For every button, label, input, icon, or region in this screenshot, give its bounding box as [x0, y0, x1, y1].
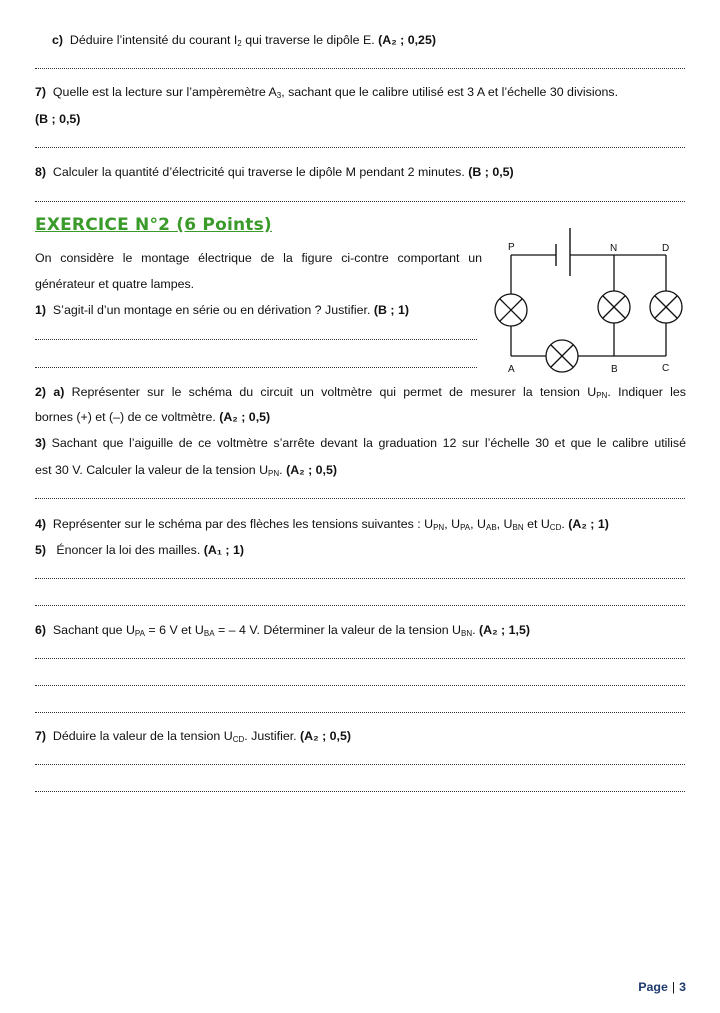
footer-separator: | [671, 980, 676, 994]
question-7-mark: (B ; 0,5) [35, 112, 81, 126]
answer-line [35, 712, 685, 713]
exercise-title: EXERCICE N°2 (6 Points) [35, 215, 272, 235]
question-5: 5) Énoncer la loi des mailles. (A₁ ; 1) [35, 543, 244, 557]
lamp-4-icon [650, 291, 682, 323]
question-3-line2: est 30 V. Calculer la valeur de la tension $U_{PN}$. (A₂ ; 0,5) [35, 463, 338, 478]
intro-line-2: générateur et quatre lampes. [35, 277, 195, 291]
question-8-part1: 8) Calculer la quantité d’électricité qui traverse le dipôle M pendant 2 minutes. (B ; 0,5) [35, 165, 514, 179]
answer-line [35, 685, 685, 686]
answer-line [35, 367, 477, 368]
intro-line-1: On considère le montage électrique de la figure ci-contre comportant un [35, 251, 482, 265]
node-label-a: A [508, 364, 515, 375]
question-2a-line2: bornes (+) et (–) de ce voltmètre. (A₂ ; 0,5) [35, 410, 271, 424]
question-7b: 7) Déduire la valeur de la tension $U_{CD}$. Justifier. (A₂ ; 0,5) [35, 729, 351, 744]
node-label-c: C [662, 363, 670, 374]
question-4: 4) Représenter sur le schéma par des flèches les tensions suivantes : $U_{PN}$, $U_{PA}$, $U_{AB}$, $U_{BN}$ et $U_{CD}$. (A₂ ; 1) [35, 517, 609, 532]
lamp-3-icon [598, 291, 630, 323]
answer-line [35, 68, 685, 69]
answer-line [35, 605, 685, 606]
page-footer [638, 980, 686, 994]
page-number: 3 [679, 980, 686, 994]
question-2a-line1: 2) a) Représenter sur le schéma du circuit un voltmètre qui permet de mesurer la tension $U_{PN}$. Indiquer les [35, 385, 686, 400]
answer-line [35, 578, 685, 579]
node-label-d: D [662, 243, 670, 254]
lamp-1-icon [495, 294, 527, 326]
node-label-n: N [610, 243, 618, 254]
answer-line [35, 339, 477, 340]
answer-line [35, 764, 685, 765]
answer-line [35, 201, 685, 202]
node-label-p: P [508, 242, 515, 253]
question-c: c) Déduire l’intensité du courant $I_2$ qui traverse le dipôle E. (A₂ ; 0,25) [52, 33, 436, 48]
circuit-diagram [490, 228, 690, 376]
answer-line [35, 498, 685, 499]
question-3-line1: 3) Sachant que l’aiguille de ce voltmètre s’arrête devant la graduation 12 sur l’échelle 30 et que le calibre utilisé [35, 436, 686, 450]
question-1: 1) S’agit-il d’un montage en série ou en dérivation ? Justifier. (B ; 1) [35, 303, 409, 317]
node-label-b: B [611, 364, 618, 375]
lamp-2-icon [546, 340, 578, 372]
question-7-part1: 7) Quelle est la lecture sur l’ampèremètre $A_3$, sachant que le calibre utilisé est 3 A et l’échelle 30 divisions. [35, 85, 619, 100]
answer-line [35, 147, 685, 148]
answer-line [35, 791, 685, 792]
question-6: 6) Sachant que $U_{PA} = 6$ V et $U_{BA}$ = – 4 V. Déterminer la valeur de la tension $U_{BN}$. (A₂ ; 1,5) [35, 623, 530, 638]
page-label: Page [638, 980, 668, 994]
answer-line [35, 658, 685, 659]
